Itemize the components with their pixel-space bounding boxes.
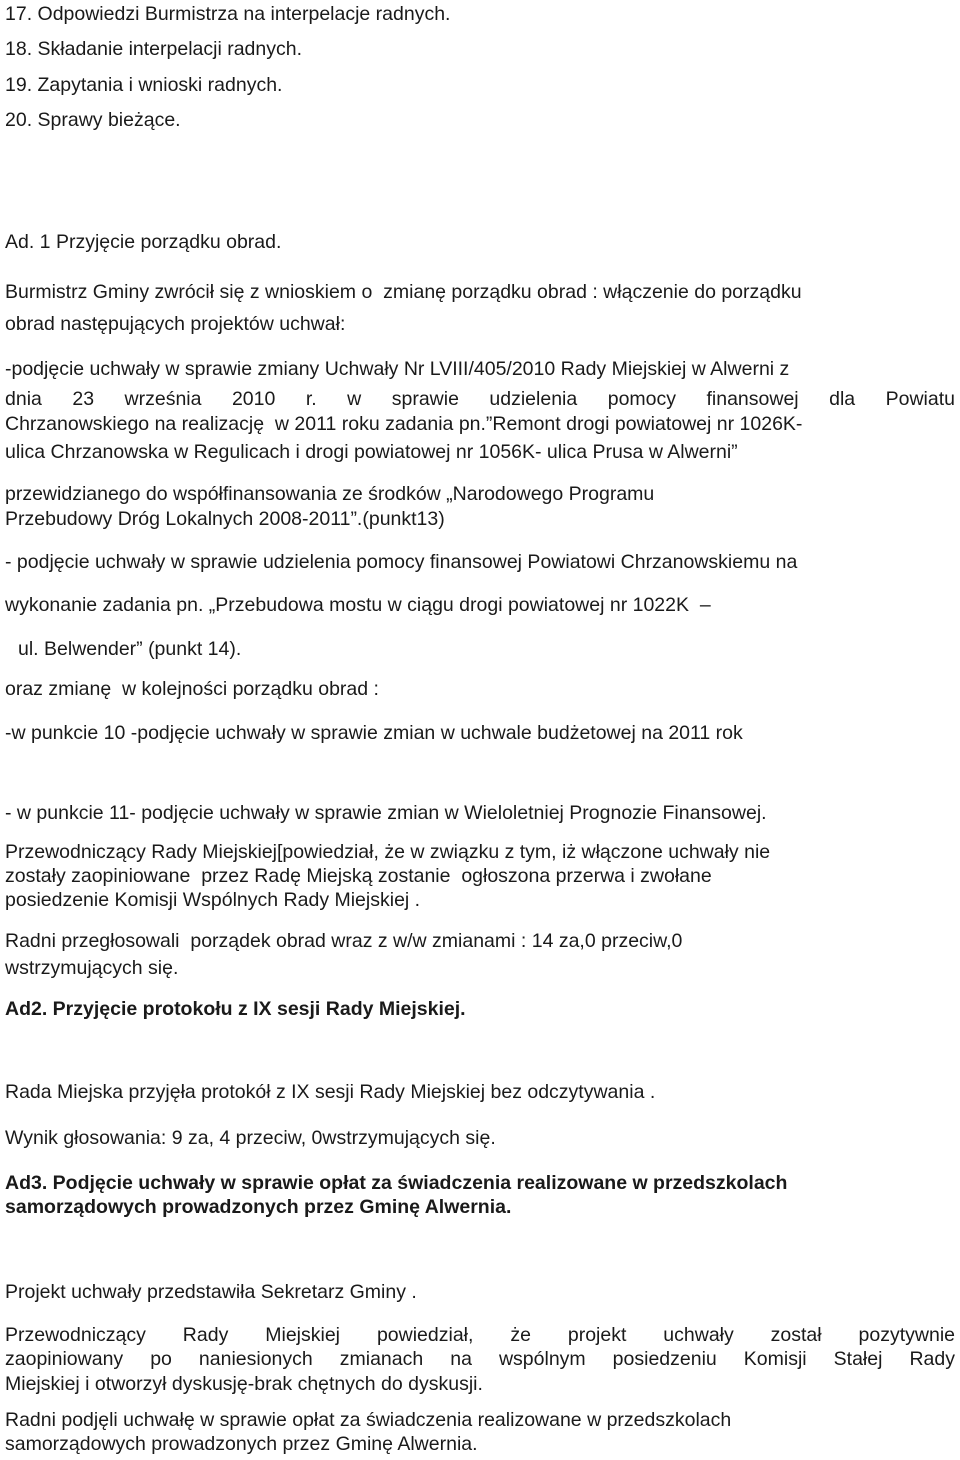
paragraph-line: Przebudowy Dróg Lokalnych 2008-2011”.(punkt13) — [5, 508, 445, 530]
section-heading: Ad2. Przyjęcie protokołu z IX sesji Rady Miejskiej. — [5, 998, 466, 1020]
paragraph-line: - podjęcie uchwały w sprawie udzielenia pomocy finansowej Powiatowi Chrzanowskiemu na — [5, 551, 798, 573]
paragraph-line: -podjęcie uchwały w sprawie zmiany Uchwały Nr LVIII/405/2010 Rady Miejskiej w Alwerni z — [5, 358, 790, 380]
agenda-item: 17. Odpowiedzi Burmistrza na interpelacje radnych. — [5, 3, 451, 25]
paragraph-line: Radni przegłosowali porządek obrad wraz z w/w zmianami : 14 za,0 przeciw,0 — [5, 930, 683, 952]
paragraph-line: Miejskiej i otworzył dyskusję-brak chętnych do dyskusji. — [5, 1373, 483, 1395]
paragraph-line: Przewodniczący Rady Miejskiej[powiedział, że w związku z tym, iż włączone uchwały nie — [5, 841, 771, 863]
paragraph-line: Rada Miejska przyjęła protokół z IX sesji Rady Miejskiej bez odczytywania . — [5, 1081, 656, 1103]
paragraph-line: zaopiniowany po naniesionych zmianach na wspólnym posiedzeniu Komisji Stałej Rady — [5, 1348, 955, 1370]
paragraph-line: Radni podjęli uchwałę w sprawie opłat za świadczenia realizowane w przedszkolach — [5, 1409, 732, 1431]
paragraph-line: - w punkcie 11- podjęcie uchwały w sprawie zmian w Wieloletniej Prognozie Finansowej. — [5, 802, 767, 824]
section-heading: Ad3. Podjęcie uchwały w sprawie opłat za świadczenia realizowane w przedszkolach — [5, 1172, 788, 1194]
paragraph-line: -w punkcie 10 -podjęcie uchwały w sprawie zmian w uchwale budżetowej na 2011 rok — [5, 722, 743, 744]
agenda-item: 18. Składanie interpelacji radnych. — [5, 38, 303, 60]
section-heading: samorządowych prowadzonych przez Gminę Alwernia. — [5, 1196, 512, 1218]
paragraph-line: ul. Belwender” (punkt 14). — [18, 638, 242, 660]
paragraph-line: Burmistrz Gminy zwrócił się z wnioskiem o zmianę porządku obrad : włączenie do porządku — [5, 281, 802, 303]
paragraph-line: Wynik głosowania: 9 za, 4 przeciw, 0wstrzymujących się. — [5, 1127, 496, 1149]
paragraph-line: dnia 23 września 2010 r. w sprawie udzielenia pomocy finansowej dla Powiatu — [5, 388, 955, 410]
paragraph-line: Chrzanowskiego na realizację w 2011 roku zadania pn.”Remont drogi powiatowej nr 1026K- — [5, 413, 803, 435]
section-heading: Ad. 1 Przyjęcie porządku obrad. — [5, 231, 282, 253]
paragraph-line: samorządowych prowadzonych przez Gminę Alwernia. — [5, 1433, 478, 1455]
paragraph-line: wstrzymujących się. — [5, 957, 179, 979]
paragraph-line: obrad następujących projektów uchwał: — [5, 313, 346, 335]
paragraph-line: przewidzianego do współfinansowania ze środków „Narodowego Programu — [5, 483, 655, 505]
paragraph-line: Projekt uchwały przedstawiła Sekretarz Gminy . — [5, 1281, 417, 1303]
paragraph-line: Przewodniczący Rady Miejskiej powiedział, że projekt uchwały został pozytywnie — [5, 1324, 955, 1346]
paragraph-line: wykonanie zadania pn. „Przebudowa mostu w ciągu drogi powiatowej nr 1022K – — [5, 594, 711, 616]
paragraph-line: oraz zmianę w kolejności porządku obrad : — [5, 678, 379, 700]
agenda-item: 19. Zapytania i wnioski radnych. — [5, 74, 283, 96]
paragraph-line: posiedzenie Komisji Wspólnych Rady Miejskiej . — [5, 889, 421, 911]
paragraph-line: zostały zaopiniowane przez Radę Miejską zostanie ogłoszona przerwa i zwołane — [5, 865, 712, 887]
agenda-item: 20. Sprawy bieżące. — [5, 109, 181, 131]
paragraph-line: ulica Chrzanowska w Regulicach i drogi powiatowej nr 1056K- ulica Prusa w Alwerni” — [5, 441, 738, 463]
